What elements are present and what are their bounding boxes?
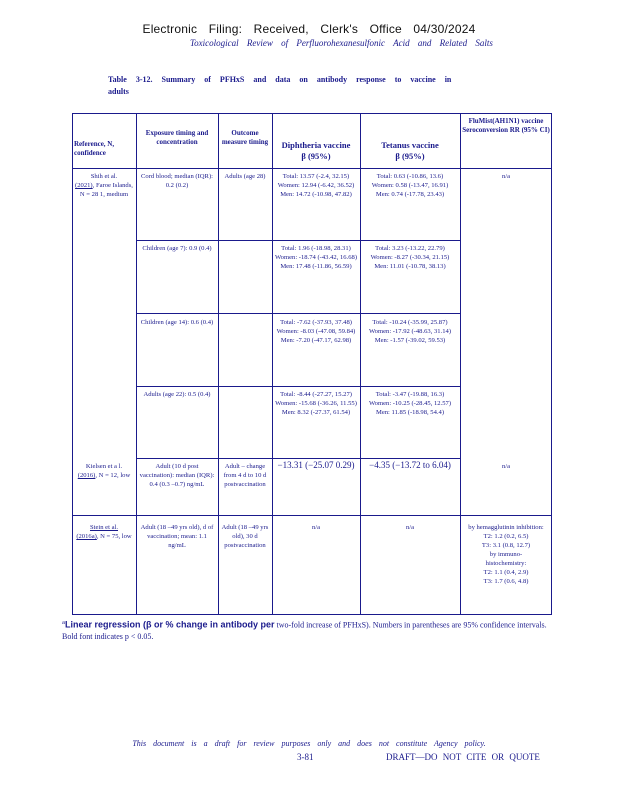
table-row-ref-kielsen: Kielsen et a l. (2016), N = 12, low (77, 463, 131, 479)
cell-line: Women: -8.27 (-30.34, 21.15) (370, 254, 450, 261)
table-cell-diphtheria: −13.31 (−25.07 0.29) (277, 460, 355, 470)
cell-line: Women: 12.94 (-6.42, 36.52) (277, 182, 355, 189)
cell-line: Women: -18.74 (-43.42, 16.68) (274, 254, 358, 261)
footnote-2: Bold font indicates p < 0.05. (62, 631, 154, 641)
table-cell-flumist: n/a (501, 463, 511, 470)
cell-line: Women: -17.92 (-48.63, 31.14) (368, 328, 452, 335)
cell-line: Total: 3.23 (-13.22, 22.79) (375, 245, 445, 252)
table-row-ref-stein: Stein et al. (2016a), N = 75, low (76, 524, 132, 540)
page-number: 3-81 (297, 752, 314, 762)
table-cell-diphtheria (274, 318, 358, 345)
table-footnotes (62, 617, 552, 642)
citation-link[interactable]: (2016) (77, 472, 96, 479)
table-cell-exposure: Children (age 14): 0.6 (0.4) (140, 319, 214, 326)
cell-line: Men: -1.57 (-39.02, 59.53) (374, 337, 446, 344)
table-caption: Table 3-12. Summary of PFHxS and data on antibody response to vaccine in adults (108, 75, 452, 96)
table-cell-flumist (462, 523, 550, 586)
cell-line: Men: 8.32 (-27.37, 61.54) (281, 409, 351, 416)
table-cell-exposure: Children (age 7): 0.9 (0.4) (142, 245, 212, 252)
col-header-tetanus: Tetanus vaccine β (95%) (381, 140, 439, 161)
cell-line: T3: 3.1 (0.8, 12.7) (481, 542, 531, 549)
cell-line: Men: -7.20 (-47.17, 62.98) (280, 337, 352, 344)
cell-line: Total: -10.24 (-35.99, 25.87) (372, 319, 448, 326)
cell-line: Men: 11.85 (-18.98, 54.4) (375, 409, 445, 416)
table-cell-flumist: n/a (501, 173, 511, 180)
cell-line: T3: 1.7 (0.6, 4.8) (483, 578, 529, 585)
cell-line: Men: 14.72 (-10.98, 47.82) (280, 191, 352, 198)
table-cell-exposure: Adult (18 –49 yrs old), d of vaccination; mean: 1.1 ng/mL (140, 524, 214, 549)
draft-disclaimer: This document is a draft for review purposes only and does not constitute Agency policy. (132, 739, 486, 748)
cell-line: Total: 1.96 (-18.98, 28.31) (281, 245, 351, 252)
filing-stamp: Electronic Filing: Received, Clerk's Office 04/30/2024 (142, 22, 476, 36)
cell-line: T2: 1.1 (0.4, 2.9) (483, 569, 529, 576)
table-cell-exposure: Adult (10 d post vaccination): median (IQR): 0.4 (0.3 –0.7) ng/mL (139, 463, 215, 488)
col-header-reference: Reference, N, confidence (74, 140, 115, 157)
cell-line: by hemagglutinin inhibition: (468, 524, 544, 531)
cell-line: Women: -15.68 (-36.26, 11.55) (275, 400, 357, 407)
table-cell-tetanus (362, 172, 458, 199)
cell-line: Women: 0.58 (-13.47, 16.91) (371, 182, 449, 189)
col-header-exposure: Exposure timing and concentration (145, 129, 209, 146)
table-cell-tetanus (362, 244, 458, 271)
draft-notice: DRAFT—DO NOT CITE OR QUOTE (386, 752, 540, 762)
cell-line: Total: -7.62 (-37.93, 37.48) (280, 319, 352, 326)
col-header-flumist: FluMist(AH1N1) vaccine Seroconversion RR (95% CI) (462, 117, 550, 134)
cell-line: Men: 11.01 (-10.78, 38.13) (374, 263, 446, 270)
table-cell-tetanus (362, 390, 458, 417)
table-cell-outcome: Adults (age 28) (224, 173, 266, 180)
running-header: Toxicological Review of Perfluorohexanesulfonic Acid and Related Salts (190, 38, 493, 48)
table-cell-tetanus: −4.35 (−13.72 to 6.04) (369, 460, 451, 470)
cell-line: histochemistry: (485, 560, 527, 567)
table-cell-diphtheria (274, 390, 358, 417)
footnote-1: $^a$Linear regression (β or % change in antibody per two-fold increase of PFHxS). Numbers in parentheses are 95% confidence intervals. (62, 619, 547, 630)
citation-link[interactable]: (2021) (75, 182, 93, 189)
cell-line: Women: -10.25 (-28.45, 12.57) (368, 400, 452, 407)
cell-line: T2: 1.2 (0.2, 6.5) (483, 533, 529, 540)
cell-line: Total: -8.44 (-27.27, 15.27) (280, 391, 352, 398)
col-header-diphtheria: Diphtheria vaccine β (95%) (281, 140, 351, 161)
table-cell-exposure: Adults (age 22): 0.5 (0.4) (143, 391, 211, 398)
table-cell-exposure: Cord blood; median (IQR): 0.2 (0.2) (141, 173, 213, 189)
cell-line: Men: 17.48 (-11.86, 56.59) (280, 263, 352, 270)
table-cell-diphtheria (274, 244, 358, 271)
table-cell-diphtheria: n/a (311, 524, 321, 531)
table-cell-tetanus (362, 318, 458, 345)
table-cell-outcome: Adult (18 –49 yrs old), 30 d postvaccination (221, 524, 269, 549)
cell-line: by immuno- (489, 551, 523, 558)
table-cell-outcome: Adult – change from 4 d to 10 d postvaccination (223, 463, 267, 488)
table-cell-tetanus: n/a (405, 524, 415, 531)
cell-line: Total: -3.47 (-19.88, 16.3) (375, 391, 445, 398)
cell-line: Total: 0.63 (-10.86, 13.6) (376, 173, 444, 180)
table-cell-diphtheria (274, 172, 358, 199)
citation-link[interactable]: Stein et al. (89, 524, 119, 531)
cell-line: Women: -8.03 (-47.08, 59.84) (276, 328, 356, 335)
cell-line: Men: 0.74 (-17.78, 23.43) (375, 191, 445, 198)
cell-line: Total: 13.57 (-2.4, 32.15) (282, 173, 350, 180)
col-header-outcome: Outcome measure timing (221, 129, 269, 146)
citation-link[interactable]: (2016a) (76, 533, 97, 540)
table-row-ref-shih: Shih et al. (2021), Faroe Islands, N = 28 1, medium (75, 173, 133, 198)
